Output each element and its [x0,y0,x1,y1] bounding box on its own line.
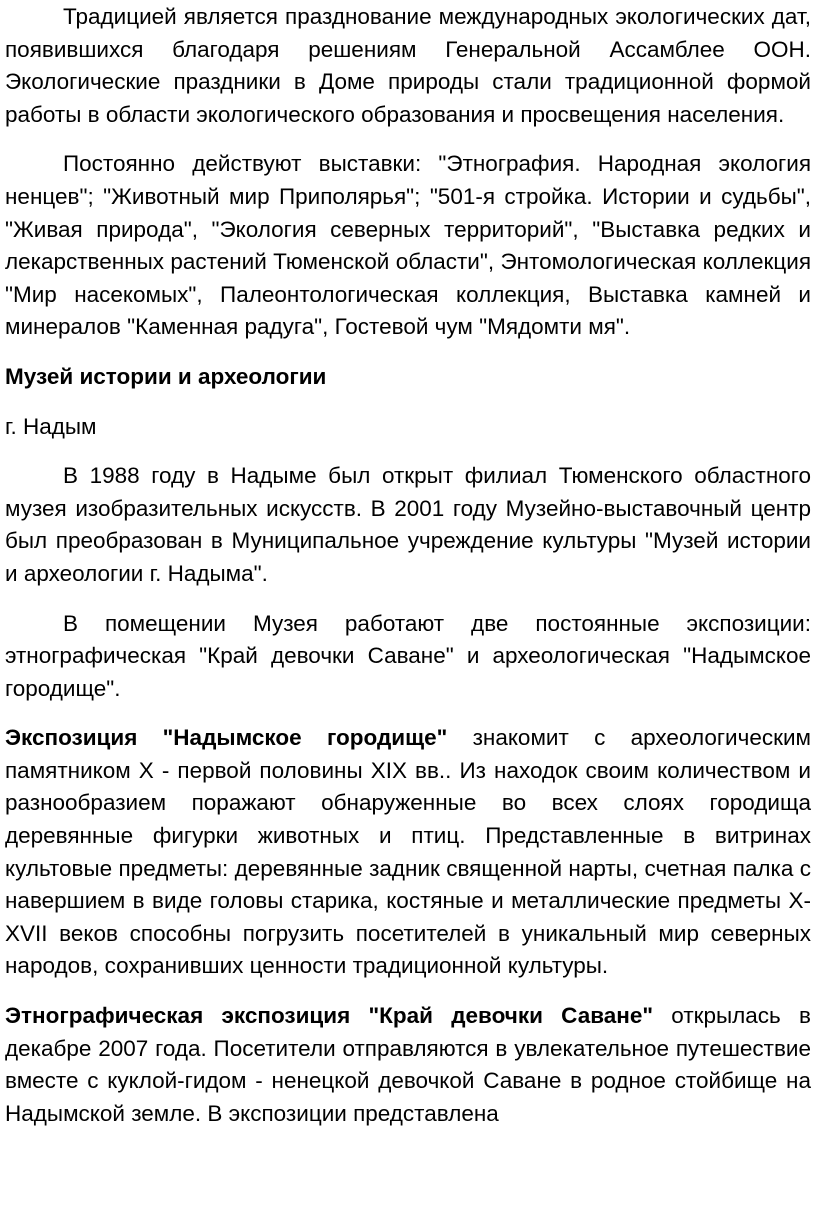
paragraph-savane [5,1000,811,1130]
paragraph-expositions: В помещении Музея работают две постоянные экспозиции: этнографическая "Край девочки Саване" и археологическая "Надымское городище". [5,610,811,701]
paragraph-eco-holidays: Традицией является празднование международных экологических дат, появившихся благодаря решениям Генеральной Ассамблее ООН. Экологические праздники в Доме природы стали традиционной формой работы в области экологического образования и просвещения населения. [5,4,811,127]
section-heading: Музей истории и археологии [5,363,327,389]
gorodishche-text: знакомит с археологическим памятником X - первой половины XIX вв.. Из находок своим количеством и разнообразием поражают обнаруженные во всех слоях городища деревянные фигурки животных и птиц. Представленные в витринах культовые предметы: деревянные задник священной нарты, счетная палка с навершием в виде головы старика, костяные и металлические предметы X-XVII веков способны погрузить посетителей в уникальный мир северных народов, сохранивших ценности традиционной культуры. [5,725,811,979]
city-label: г. Надым [5,413,97,439]
paragraph-museum-history: В 1988 году в Надыме был открыт филиал Тюменского областного музея изобразительных искусств. В 2001 году Музейно-выставочный центр был преобразован в Муниципальное учреждение культуры "Музей истории и археологии г. Надыма". [5,463,811,586]
document-page [5,1,811,1130]
savane-title: Этнографическая экспозиция "Край девочки Саване" [5,1003,654,1029]
savane-text: открылась в декабре 2007 года. Посетители отправляются в увлекательное путешествие вместе с куклой-гидом - ненецкой девочкой Саване в родное стойбище на Надымской земле. В экспозиции представлена [5,1003,811,1126]
paragraph-gorodishche [5,722,811,983]
gorodishche-title: Экспозиция "Надымское городище" [5,725,448,751]
paragraph-exhibitions: Постоянно действуют выставки: "Этнография. Народная экология ненцев"; "Животный мир Приполярья"; "501-я стройка. Истории и судьбы", "Живая природа", "Экология северных территорий", "Выставка редких и лекарственных растений Тюменской области", Энтомологическая коллекция "Мир насекомых", Палеонтологическая коллекция, Выставка камней и минералов "Каменная радуга", Гостевой чум "Мядомти мя". [5,151,811,340]
